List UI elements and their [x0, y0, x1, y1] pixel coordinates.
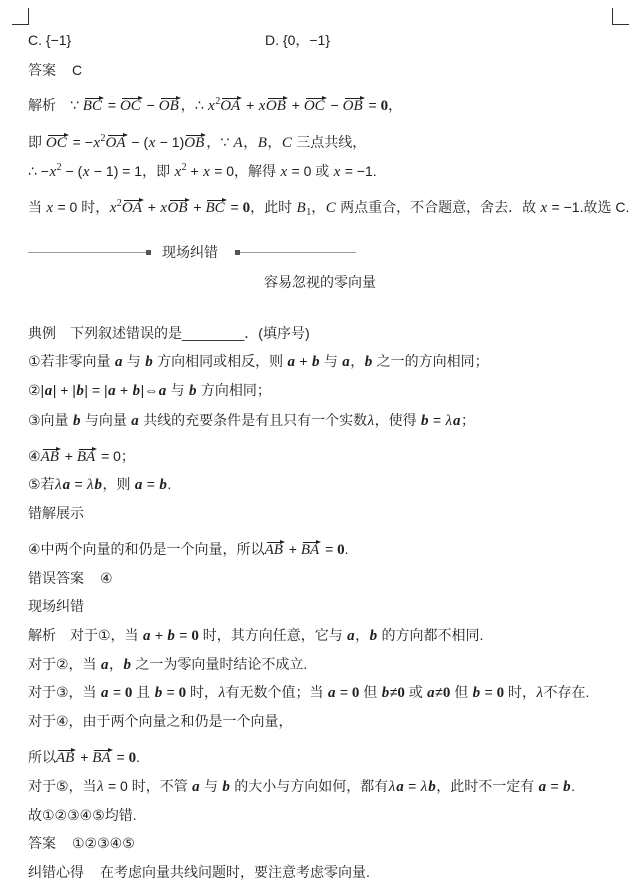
wrong-solution-body [28, 539, 349, 559]
vector-variable: a [44, 383, 53, 399]
text-run: | + | [52, 382, 76, 398]
vector-variable: a [538, 779, 547, 795]
text-run: = [103, 97, 120, 113]
superscript: 2 [215, 96, 221, 107]
text-run: + [143, 199, 160, 215]
analysis-line [28, 197, 629, 217]
text-run: = [335, 684, 352, 700]
example-item [28, 446, 135, 466]
vector-variable: b [123, 657, 131, 673]
correction-line [28, 805, 137, 825]
text-run: = [546, 778, 563, 794]
vector-variable: a [158, 383, 167, 399]
analysis-line [28, 132, 366, 152]
superscript: 2 [56, 162, 62, 173]
text-run: 即 [28, 134, 46, 150]
vector-symbol: BA [300, 542, 320, 558]
vector-variable: a [327, 685, 336, 701]
text-run: − ( [61, 163, 83, 179]
answer-label: 答案 [28, 62, 56, 78]
example-item [28, 410, 475, 430]
vector-symbol: BA [92, 750, 111, 766]
math-variable: x [258, 98, 266, 114]
text-run: = [321, 541, 338, 557]
vector-variable: b [94, 477, 103, 493]
text-run: + [186, 163, 203, 179]
text-run: 但 [359, 684, 382, 700]
text-run: 对于④，由于两个向量之和仍是一个向量， [28, 713, 293, 729]
text-run: . [571, 778, 575, 794]
text-run: + [287, 97, 304, 113]
text-run: − 1) = 1，即 [89, 163, 174, 179]
vector-variable: b [145, 354, 153, 370]
text-run: = [162, 684, 179, 700]
crop-mark-top-left-horizontal [12, 24, 29, 25]
correction-line [28, 776, 575, 796]
text-run: ③向量 [28, 412, 73, 428]
vector-variable: b [381, 685, 390, 701]
math-variable: x [109, 200, 117, 216]
text-run: = [480, 684, 497, 700]
math-variable: x [160, 200, 168, 216]
text-run: ．(填序号) [244, 325, 310, 341]
text-run: 且 [132, 684, 155, 700]
text-run: = [70, 476, 87, 492]
text-run: = − [68, 134, 93, 150]
text-run: ， [388, 97, 403, 113]
text-run: = [142, 476, 159, 492]
text-run: 对于③，当 [28, 684, 101, 700]
zero-vector: 0 [124, 685, 133, 701]
text-run: ，∵ [206, 134, 234, 150]
vector-symbol: BC [82, 98, 102, 114]
text-run: + [76, 749, 93, 765]
text-run: + [116, 382, 133, 398]
wrong-answer-line [28, 568, 113, 588]
text-run: + [295, 353, 312, 369]
option-c: C. {−1} [28, 32, 72, 48]
superscript: 2 [181, 162, 187, 173]
text-run: = [175, 627, 192, 643]
subscript: 1 [306, 207, 312, 218]
text-run: + [284, 541, 301, 557]
vector-variable: a [427, 685, 435, 701]
heading-rule-left [28, 252, 146, 253]
text-run: 时，其方向任意，它与 [198, 627, 347, 643]
zero-vector: 0 [442, 685, 451, 701]
text-run: − [142, 97, 159, 113]
text-run: 解析 ∵ [28, 97, 83, 113]
text-run: = [429, 412, 445, 428]
final-answer-value: ①②③④⑤ [72, 835, 135, 851]
text-run: 典例 下列叙述错误的是 [28, 325, 182, 341]
text-run: ∴ − [28, 163, 49, 179]
math-variable: B [296, 200, 306, 216]
math-variable: x [82, 164, 90, 180]
crop-mark-top-left-vertical [28, 8, 29, 25]
text-run: ， [350, 353, 365, 369]
text-run: 方向相同或相反，则 [153, 353, 288, 369]
vector-variable: b [421, 413, 429, 429]
text-run: 与向量 [80, 412, 131, 428]
text-run: . [167, 476, 172, 492]
crop-mark-top-right-horizontal [612, 24, 629, 25]
zero-vector: 0 [380, 98, 389, 114]
text-run: = 0，解得 [210, 163, 280, 179]
vector-variable: b [428, 779, 436, 795]
text-run: + [60, 448, 77, 464]
text-run: ， [311, 199, 326, 215]
vector-symbol: OC [303, 98, 325, 114]
text-run: + [150, 627, 167, 643]
math-variable: x [148, 135, 156, 151]
correction-label: 现场纠错 [28, 598, 84, 614]
math-variable: B [257, 135, 267, 151]
vector-variable: a [452, 413, 461, 429]
math-variable: x [280, 164, 288, 180]
zero-vector: 0 [191, 628, 199, 644]
vector-symbol: OB [158, 98, 179, 114]
vector-symbol: OA [121, 200, 142, 216]
text-run: = [112, 749, 129, 765]
vector-variable: a [396, 779, 404, 795]
answer-line [28, 60, 82, 80]
text-run: 与 [122, 353, 145, 369]
correction-line [28, 682, 589, 702]
vector-variable: b [72, 413, 81, 429]
math-variable: λ [445, 413, 452, 429]
vector-symbol: OC [45, 135, 67, 151]
text-run: ，则 [102, 476, 135, 492]
text-run: = 0 时，不管 [104, 778, 192, 794]
correction-line [28, 625, 483, 645]
vector-variable: b [563, 779, 571, 795]
answer-value: C [72, 62, 83, 78]
text-run: = 0 时， [53, 199, 110, 215]
math-variable: C [281, 135, 292, 151]
vector-variable: a [62, 477, 71, 493]
vector-symbol: AB [264, 542, 283, 558]
text-run: + [189, 199, 206, 215]
final-answer-line [28, 833, 135, 853]
zero-vector: 0 [351, 685, 360, 701]
vector-variable: a [347, 628, 355, 644]
text-run: 三点共线， [292, 134, 367, 150]
option-d: D. {0，−1} [265, 32, 330, 48]
math-variable: x [46, 200, 54, 216]
math-variable: x [540, 200, 548, 216]
text-run: = [226, 199, 243, 215]
math-variable: x [93, 135, 101, 151]
section-title: 容易忽视的零向量 [264, 274, 376, 290]
text-run: 共线的充要条件是有且只有一个实数 [139, 412, 368, 428]
text-run: ， [267, 134, 282, 150]
zero-vector: 0 [178, 685, 187, 701]
zero-vector: 0 [397, 685, 405, 701]
text-run: ， [108, 656, 123, 672]
vector-variable: b [76, 383, 84, 399]
zero-vector: 0 [242, 200, 251, 216]
text-run: ④ [28, 448, 41, 464]
vector-variable: b [132, 383, 141, 399]
vector-variable: a [142, 628, 151, 644]
math-variable: λ [218, 685, 226, 701]
vector-variable: a [287, 354, 296, 370]
text-run: 或 [404, 684, 427, 700]
text-run: | = | [84, 382, 108, 398]
takeaway-label: 纠错心得 [28, 864, 84, 880]
text-run: ，使得 [374, 412, 421, 428]
vector-variable: b [364, 354, 373, 370]
text-run: = [108, 684, 125, 700]
text-run: + [242, 97, 259, 113]
text-run: ≠ [435, 684, 443, 700]
math-variable: x [333, 164, 341, 180]
correction-line [28, 654, 307, 674]
vector-variable: a [114, 354, 123, 370]
vector-symbol: AB [56, 750, 75, 766]
text-run: = 0 或 [287, 163, 334, 179]
text-run: ，此时 [250, 199, 297, 215]
vector-variable: b [311, 354, 320, 370]
zero-vector: 0 [496, 685, 505, 701]
vector-variable: b [472, 685, 481, 701]
vector-symbol: OC [119, 98, 141, 114]
text-run: 的方向都不相同. [377, 627, 484, 643]
text-run: 对于⑤，当 [28, 778, 97, 794]
vector-symbol: OB [184, 135, 205, 151]
vector-variable: a [134, 477, 143, 493]
vector-variable: a [192, 779, 200, 795]
vector-variable: a [342, 354, 350, 370]
text-run: − 1) [155, 134, 185, 150]
wrong-solution-label: 错解展示 [28, 505, 84, 521]
vector-variable: b [159, 477, 167, 493]
text-run: 当 [28, 199, 46, 215]
text-run: = −1. [340, 163, 377, 179]
text-run: ； [460, 412, 475, 428]
example-prompt [28, 323, 310, 343]
example-item [28, 380, 271, 400]
text-run: − [326, 97, 343, 113]
text-run: 解析 对于①，当 [28, 627, 143, 643]
text-run: 与 [166, 382, 189, 398]
text-run: ⑤若 [28, 476, 55, 492]
text-run: ④中两个向量的和仍是一个向量，所以 [28, 541, 265, 557]
vector-symbol: BC [205, 200, 225, 216]
text-run: ①若非零向量 [28, 353, 115, 369]
text-run: − ( [127, 134, 149, 150]
math-variable: λ [87, 477, 94, 493]
math-variable: λ [97, 779, 104, 795]
example-item [28, 474, 171, 494]
text-run: 与 [200, 778, 222, 794]
text-run: 两点重合，不合题意，舍去．故 [336, 199, 540, 215]
text-run: 有无数个值；当 [225, 684, 328, 700]
zero-vector: 0 [337, 542, 345, 558]
wrong-answer-label: 错误答案 [28, 570, 84, 586]
text-run: 之一为零向量时结论不成立. [131, 656, 308, 672]
vector-symbol: OB [167, 200, 188, 216]
text-run: = [364, 97, 381, 113]
heading-rule-right [240, 252, 356, 253]
vector-symbol: OA [105, 135, 126, 151]
text-run: 对于②，当 [28, 656, 101, 672]
text-run: 与 [319, 353, 342, 369]
vector-variable: b [189, 383, 197, 399]
analysis-line [28, 161, 377, 181]
vector-variable: a [100, 685, 109, 701]
correction-line [28, 711, 293, 731]
text-run: 时， [186, 684, 219, 700]
analysis-line [28, 95, 402, 115]
text-run: . [136, 749, 140, 765]
text-run: 故①②③④⑤均错. [28, 807, 137, 823]
heading-bullet-left [146, 250, 151, 255]
correction-line [28, 747, 140, 767]
section-heading: 现场纠错 [162, 244, 218, 260]
example-item [28, 351, 489, 371]
math-variable: x [49, 164, 57, 180]
math-variable: λ [536, 685, 543, 701]
text-run: 方向相同； [197, 382, 271, 398]
superscript: 2 [116, 198, 122, 209]
vector-variable: b [154, 685, 163, 701]
text-run: ，此时不一定有 [436, 778, 539, 794]
vector-variable: a [108, 383, 116, 399]
vector-symbol: OA [220, 98, 241, 114]
text-run: |⇔ [140, 382, 159, 398]
vector-symbol: OB [265, 98, 286, 114]
vector-symbol: AB [40, 449, 59, 465]
text-run: 时， [504, 684, 536, 700]
text-run: 但 [450, 684, 473, 700]
text-run: 的大小与方向如何，都有 [230, 778, 389, 794]
math-variable: x [174, 164, 182, 180]
math-variable: A [233, 135, 243, 151]
math-variable: C [325, 200, 336, 216]
math-variable: λ [420, 779, 428, 795]
text-run: ， [243, 134, 258, 150]
text-run: ②| [28, 382, 45, 398]
vector-variable: a [100, 657, 109, 673]
final-answer-label: 答案 [28, 835, 56, 851]
zero-vector: 0 [128, 750, 137, 766]
crop-mark-top-right-vertical [612, 8, 613, 25]
text-run: ________ [182, 325, 245, 341]
vector-variable: b [222, 779, 230, 795]
text-run: = −1.故选 C. [547, 199, 630, 215]
vector-variable: b [369, 628, 378, 644]
text-run: = 0； [97, 448, 135, 464]
takeaway-text: 在考虑向量共线问题时，要注意考虑零向量. [100, 864, 370, 880]
text-run: = [404, 778, 421, 794]
math-variable: λ [55, 477, 62, 493]
math-variable: λ [367, 413, 375, 429]
vector-variable: b [167, 628, 175, 644]
vector-symbol: BA [76, 449, 96, 465]
superscript: 2 [100, 133, 106, 144]
vector-variable: a [131, 413, 139, 429]
text-run: . [344, 541, 349, 557]
takeaway-line [28, 862, 370, 882]
text-run: 所以 [28, 749, 56, 765]
text-run: 之一的方向相同； [372, 353, 489, 369]
math-variable: λ [388, 779, 396, 795]
text-run: ≠ [389, 684, 398, 700]
text-run: ，∴ [180, 97, 208, 113]
wrong-answer-value: ④ [100, 570, 113, 586]
math-variable: x [208, 98, 215, 114]
text-run: 不存在. [543, 684, 590, 700]
text-run: ， [355, 627, 370, 643]
math-variable: x [203, 164, 210, 180]
vector-symbol: OB [342, 98, 363, 114]
